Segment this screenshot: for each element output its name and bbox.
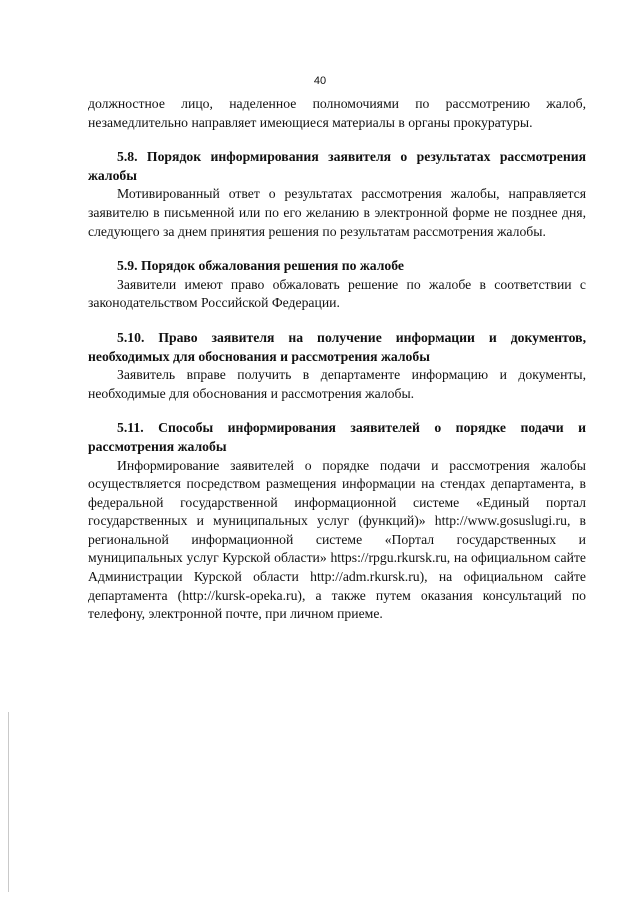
section-heading-5-9: 5.9. Порядок обжалования решения по жалобе	[117, 258, 405, 274]
paragraph-continuation: должностное лицо, наделенное полномочиями по рассмотрению жалоб, незамедлительно направляет имеющиеся материалы в органы прокуратуры.	[88, 96, 586, 130]
section-body-5-8: Мотивированный ответ о результатах рассмотрения жалобы, направляется заявителю в письменной или по его желанию в электронной форме не позднее дня, следующего за днем принятия решения по результатам рассмотрения жалобы.	[88, 186, 586, 239]
document-body	[88, 95, 586, 624]
section-heading-5-10: 5.10. Право заявителя на получение информации и документов, необходимых для обоснования и рассмотрения жалобы	[88, 329, 586, 364]
section-heading-5-11: 5.11. Способы информирования заявителей о порядке подачи и рассмотрения жалобы	[88, 420, 586, 454]
section-continuation	[88, 95, 586, 132]
section-5-8	[88, 148, 586, 241]
section-5-11	[88, 419, 586, 624]
section-body-5-9: Заявители имеют право обжаловать решение по жалобе в соответствии с законодательством Российской Федерации.	[88, 276, 586, 311]
section-body-5-11: Информирование заявителей о порядке подачи и рассмотрения жалобы осуществляется посредством размещения информации на стендах департамента, в федеральной государственной информационной системе «Единый портал государственных и муниципальных услуг (функций)» http://www.gosuslugi.ru, в региональной информационной системе «Портал государственных и муниципальных услуг Курской области» https://rpgu.rkursk.ru, на официальном сайте Администрации Курской области http://adm.rkursk.ru), на официальном сайте департамента (http://kursk-opeka.ru), а также путем оказания консультаций по телефону, электронной почте, при личном приеме.	[88, 457, 586, 622]
section-5-9	[88, 257, 586, 313]
section-5-10	[88, 329, 586, 403]
scan-edge-line	[8, 712, 9, 892]
section-body-5-10: Заявитель вправе получить в департаменте информацию и документы, необходимые для обоснования и рассмотрения жалобы.	[88, 367, 586, 401]
page-number: 40	[313, 75, 327, 87]
section-heading-5-8: 5.8. Порядок информирования заявителя о результатах рассмотрения жалобы	[88, 149, 586, 183]
